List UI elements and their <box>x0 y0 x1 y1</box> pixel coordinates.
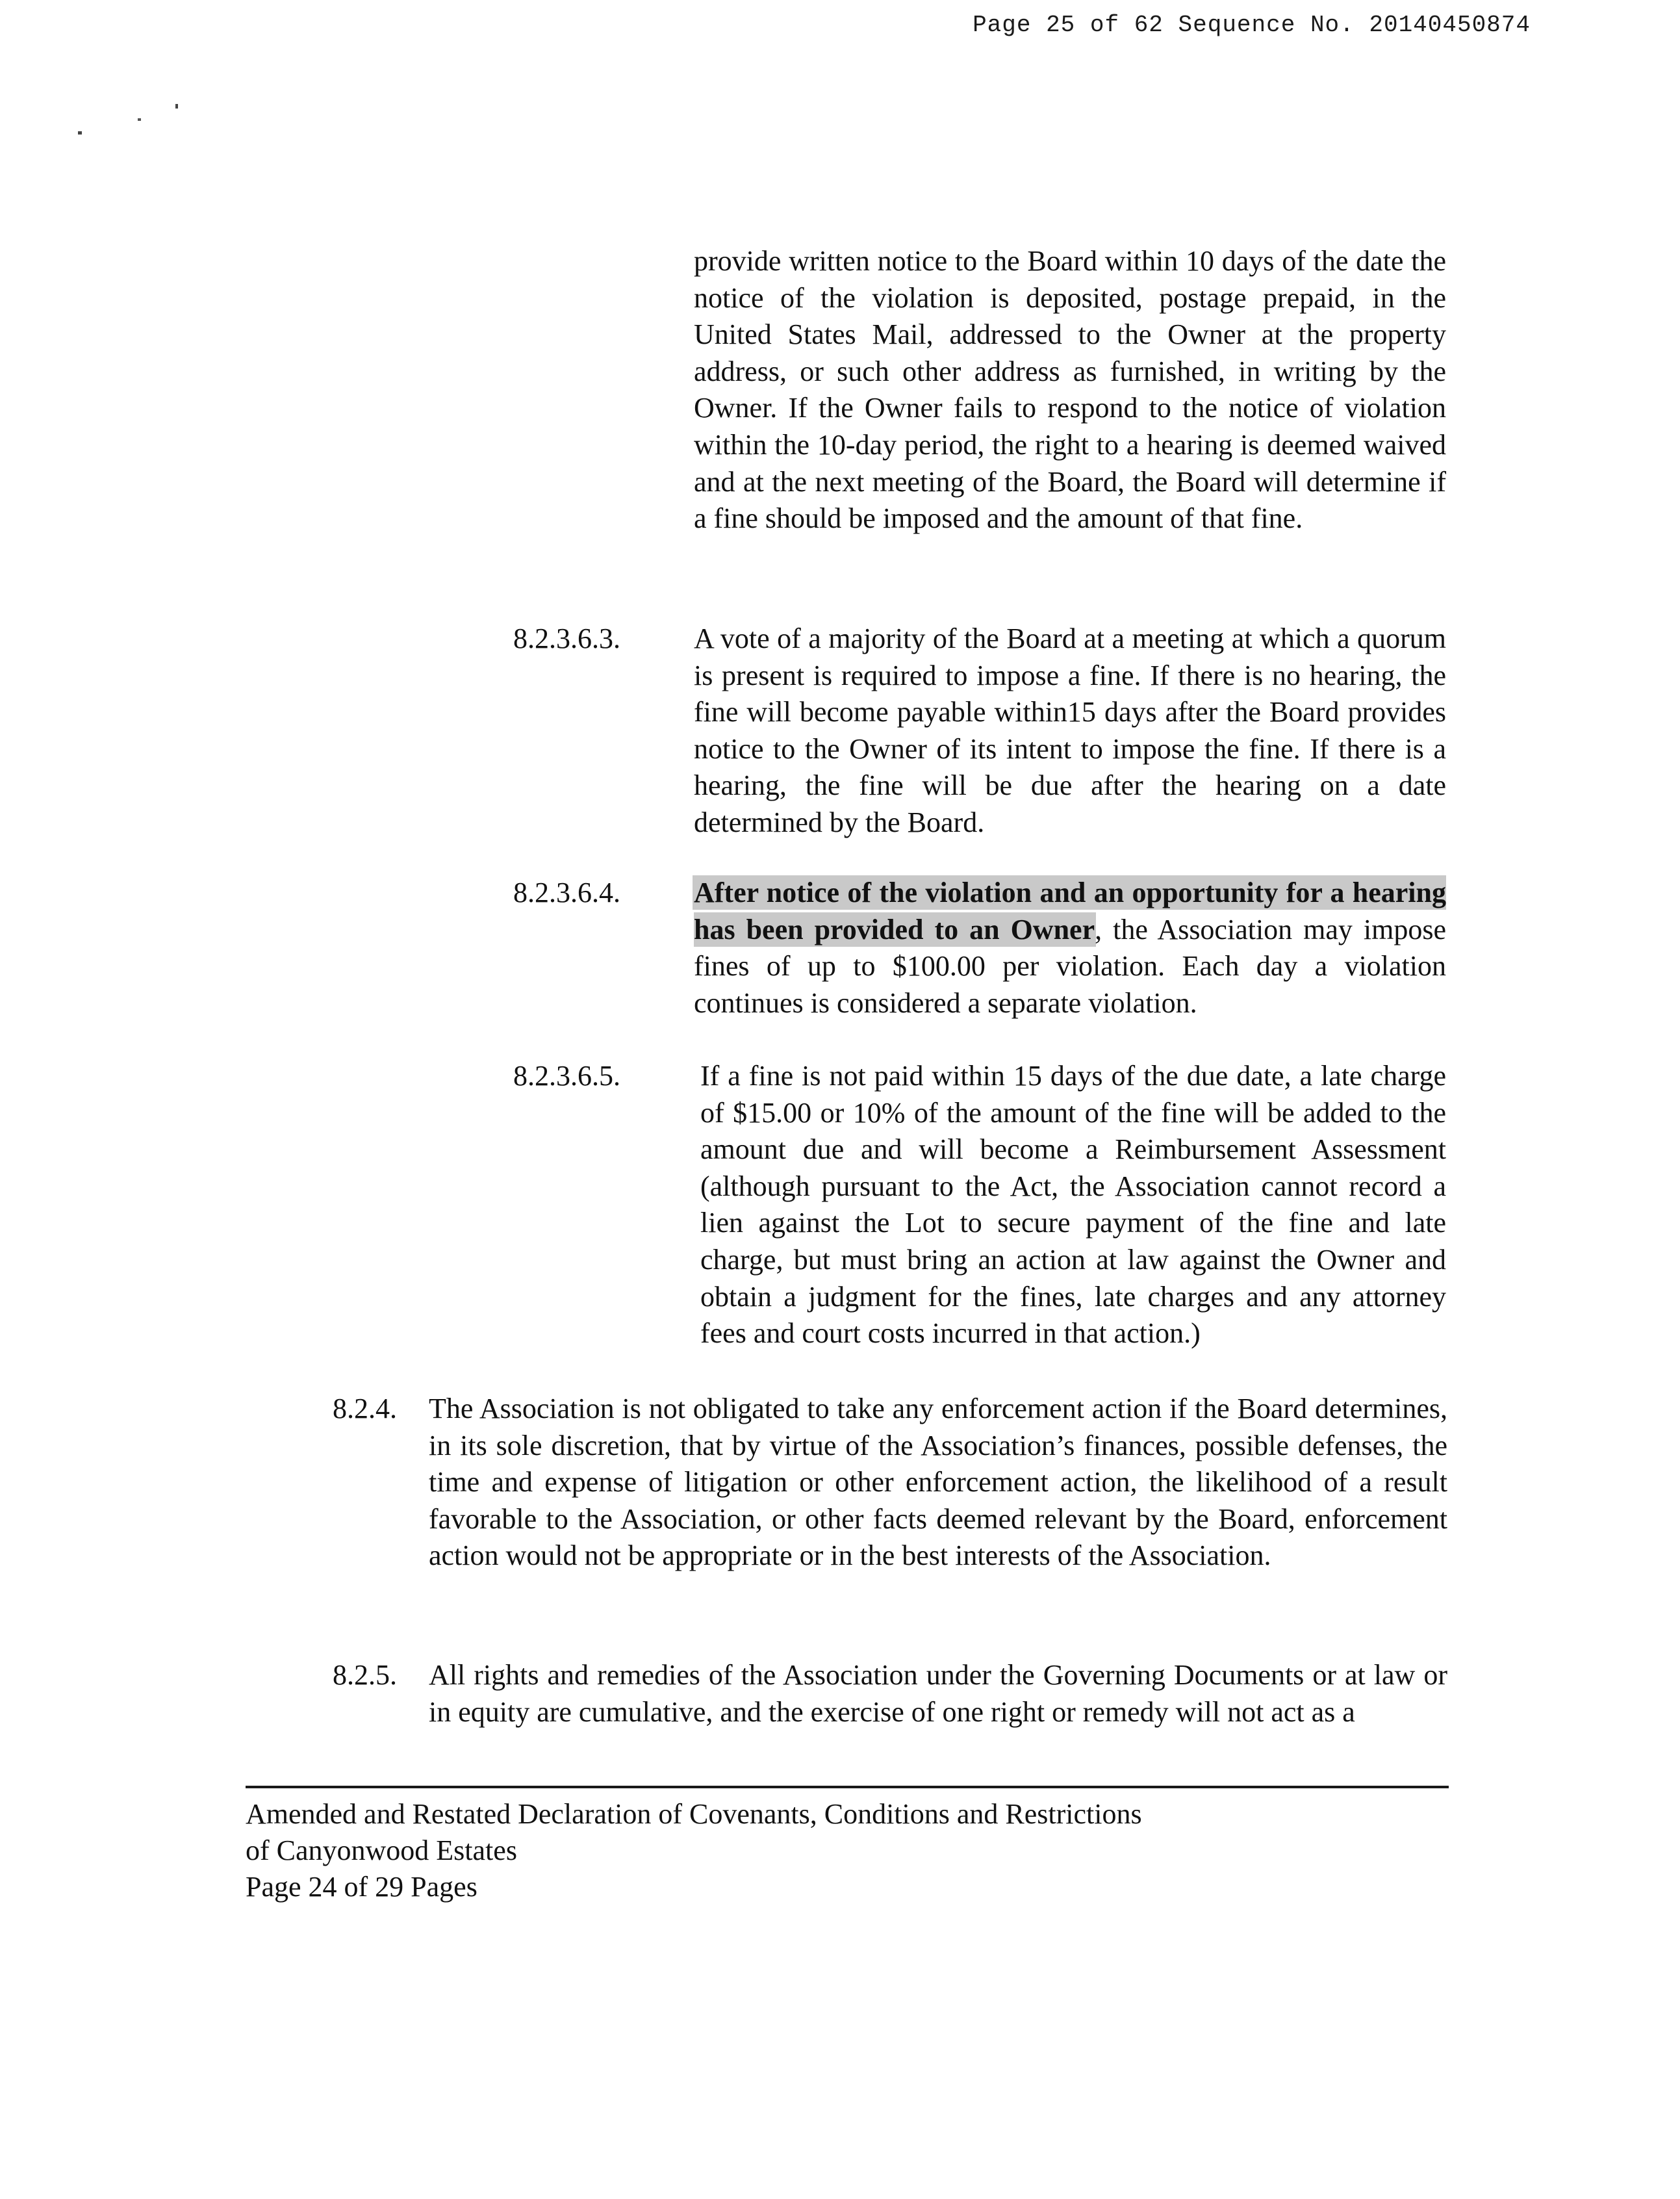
speck <box>78 131 82 135</box>
section-8-2-5-text: All rights and remedies of the Association under the Governing Documents or at law or in equity are cumulative, and the exercise of one right or remedy will not act as a <box>429 1659 1447 1728</box>
section-8-2-3-6-3-text: A vote of a majority of the Board at a meeting at which a quorum is present is required to impose a fine. If there is no hearing, the fine will become payable within15 days after the Board provides notice to the Owner of its intent to impose the fine. If there is a hearing, the fine will be due after the hearing on a date determined by the Board. <box>694 623 1446 838</box>
page-footer <box>246 1796 1454 1905</box>
footer-document-title: Amended and Restated Declaration of Covenants, Conditions and Restrictions <box>246 1798 1142 1830</box>
section-8-2-3-6-4-paragraph <box>694 875 1446 1022</box>
highlighted-text: After notice of the violation and an opportunity for a hearing has been provided to an Owner <box>694 877 1446 945</box>
section-number-8-2-3-6-4: 8.2.3.6.4. <box>513 877 620 908</box>
footer-divider <box>246 1786 1449 1788</box>
scan-specks <box>65 97 208 149</box>
section-number-8-2-5: 8.2.5. <box>333 1659 397 1691</box>
section-8-2-3-6-4-text: , the Association may impose fines of up to $100.00 per violation. Each day a violation continues is considered a separate violation. <box>694 913 1447 1019</box>
section-number-8-2-3-6-3: 8.2.3.6.3. <box>513 623 620 654</box>
section-8-2-4-text: The Association is not obligated to take any enforcement action if the Board determines, in its sole discretion, that by virtue of the Association’s finances, possible defenses, the time and expense of litigation or other enforcement action, the likelihood of a result favorable to the Association, or other facts deemed relevant by the Board, enforcement action would not be appropriate or in the best interests of the Association. <box>429 1393 1447 1572</box>
section-number-8-2-3-6-5: 8.2.3.6.5. <box>513 1060 620 1092</box>
section-number-8-2-4: 8.2.4. <box>333 1393 397 1424</box>
footer-page-number: Page 24 of 29 Pages <box>246 1871 477 1903</box>
sequence-stamp: Page 25 of 62 Sequence No. 20140450874 <box>973 12 1531 38</box>
continuation-paragraph: provide written notice to the Board within 10 days of the date the notice of the violation is deposited, postage prepaid, in the United States Mail, addressed to the Owner at the property address, or such other address as furnished, in writing by the Owner. If the Owner fails to respond to the notice of violation within the 10-day period, the right to a hearing is deemed waived and at the next meeting of the Board, the Board will determine if a fine should be imposed and the amount of that fine. <box>694 245 1446 535</box>
section-8-2-3-6-5-text: If a fine is not paid within 15 days of the due date, a late charge of $15.00 or 10% of the amount of the fine will be added to the amount due and will become a Reimbursement Assessment (although pursuant to the Act, the Association cannot record a lien against the Lot to secure payment of the fine and late charge, but must bring an action at law against the Owner and obtain a judgment for the fines, late charges and any attorney fees and court costs incurred in that action.) <box>700 1060 1446 1350</box>
speck <box>138 118 141 121</box>
footer-community-name: of Canyonwood Estates <box>246 1834 517 1866</box>
speck <box>175 104 178 109</box>
